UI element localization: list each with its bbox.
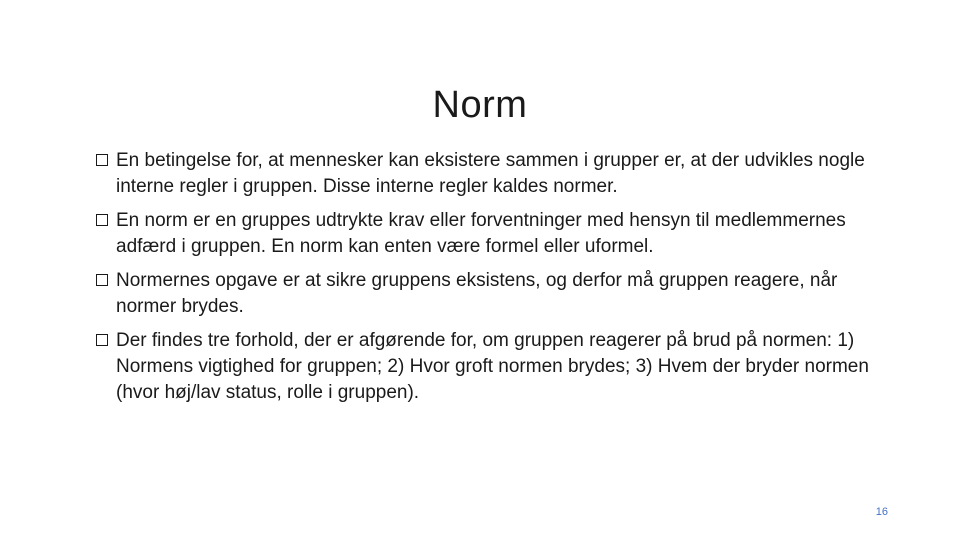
- list-item: [96, 268, 886, 320]
- bullet-text: Normernes opgave er at sikre gruppens eksistens, og derfor må gruppen reagere, når normer brydes.: [116, 270, 838, 317]
- page-number: 16: [875, 506, 888, 518]
- hollow-square-icon: [96, 334, 108, 346]
- list-item: [96, 148, 886, 200]
- hollow-square-icon: [96, 214, 108, 226]
- hollow-square-icon: [96, 274, 108, 286]
- bullet-text: Der findes tre forhold, der er afgørende for, om gruppen reagerer på brud på normen: 1) Normens vigtighed for gruppen; 2) Hvor groft normen brydes; 3) Hvem der bryder normen (hvor høj/lav status, rolle i gruppen).: [116, 330, 869, 403]
- list-item: [96, 328, 886, 406]
- bullet-list: [96, 148, 886, 414]
- bullet-text: En betingelse for, at mennesker kan eksistere sammen i grupper er, at der udvikles nogle interne regler i gruppen. Disse interne regler kaldes normer.: [116, 150, 865, 197]
- hollow-square-icon: [96, 154, 108, 166]
- slide-title: Norm: [432, 84, 528, 127]
- list-item: [96, 208, 886, 260]
- bullet-text: En norm er en gruppes udtrykte krav eller forventninger med hensyn til medlemmernes adfærd i gruppen. En norm kan enten være formel eller uformel.: [116, 210, 846, 257]
